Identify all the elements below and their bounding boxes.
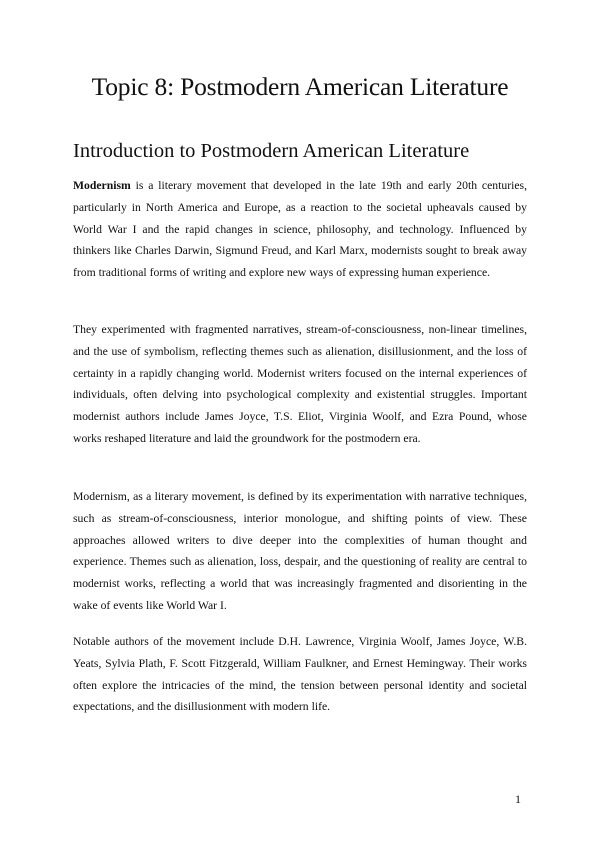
paragraph-1 <box>73 175 527 284</box>
document-title: Topic 8: Postmodern American Literature <box>91 72 509 101</box>
page-number: 1 <box>515 792 521 806</box>
paragraph-lead-term: Modernism <box>73 179 131 192</box>
paragraph-4: Notable authors of the movement include D.H. Lawrence, Virginia Woolf, James Joyce, W.B. Yeats, Sylvia Plath, F. Scott Fitzgerald, William Faulkner, and Ernest Hemingway. Their works often explore the intricacies of the mind, the tension between personal identity and societal expectations, and the disillusionment with modern life. <box>73 635 527 714</box>
paragraph-2: They experimented with fragmented narratives, stream-of-consciousness, non-linear timelines, and the use of symbolism, reflecting themes such as alienation, disillusionment, and the loss of certainty in a rapidly changing world. Modernist writers focused on the internal experiences of individuals, often delving into psychological complexity and existential struggles. Important modernist authors include James Joyce, T.S. Eliot, Virginia Woolf, and Ezra Pound, whose works reshaped literature and laid the groundwork for the postmodern era. <box>73 323 527 445</box>
paragraph-3: Modernism, as a literary movement, is defined by its experimentation with narrative techniques, such as stream-of-consciousness, interior monologue, and shifting points of view. These approaches allowed writers to dive deeper into the complexities of human thought and experience. Themes such as alienation, loss, despair, and the questioning of reality are central to modernist works, reflecting a world that was increasingly fragmented and disorienting in the wake of events like World War I. <box>73 490 527 612</box>
paragraph-1-text: is a literary movement that developed in the late 19th and early 20th centuries, particularly in North America and Europe, as a reaction to the societal upheavals caused by World War I and the rapid changes in science, philosophy, and technology. Influenced by thinkers like Charles Darwin, Sigmund Freud, and Karl Marx, modernists sought to break away from traditional forms of writing and explore new ways of expressing human experience. <box>73 179 527 280</box>
section-heading: Introduction to Postmodern American Literature <box>73 140 470 162</box>
